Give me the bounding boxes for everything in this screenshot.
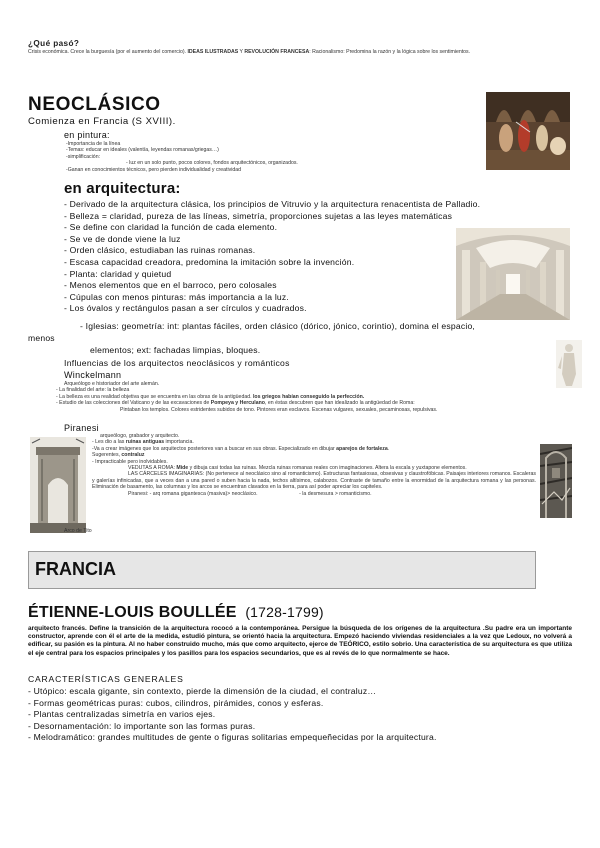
- iglesias-line2: elementos; ext: fachadas limpias, bloques.: [90, 345, 261, 355]
- boullee-years: (1728-1799): [245, 604, 324, 620]
- pintura-heading: en pintura:: [64, 130, 110, 140]
- list-item: - La belleza es una realidad objetiva que se encuentra en las obras de la antigüedad. los griegos habían conseguido la perfección.: [56, 393, 365, 400]
- list-item: Pintaban los templos. Colores estridentes subidos de tono. Pintores eran esclavos. Escenas vulgares, sexuales, pecaminosas, repulsivas.: [120, 406, 438, 413]
- arch-caption: Arco de Tito: [64, 528, 92, 534]
- boullee-name: ÉTIENNE-LOUIS BOULLÉE: [28, 604, 237, 621]
- neoclasico-title: NEOCLÁSICO: [28, 94, 161, 115]
- boullee-heading: [28, 604, 324, 622]
- piranesi-heading: Piranesi: [64, 423, 99, 433]
- iglesias-line: - Iglesias: geometría: int: plantas fáciles, orden clásico (dórico, jónico, corintio), domina el espacio,: [80, 321, 476, 331]
- list-item: - Derivado de la arquitectura clásica, los principios de Vitruvio y la arquitectura renacentista de Palladio.: [64, 199, 481, 209]
- list-item: - Impracticable pero inolvidables.: [92, 458, 168, 465]
- list-item: -Ganan en conocimientos técnicos, pero pierden individualidad y creatividad: [66, 166, 242, 173]
- list-item: - Se ve de donde viene la luz: [64, 233, 181, 244]
- list-item: arqueólogo, grabador y arquitecto.: [100, 433, 180, 439]
- list-item: - Les dio a las ruinas antiguas importancia.: [92, 439, 194, 446]
- list-item: - luz en un solo punto, pocos colores, fondos arquitectónicos, organizados.: [126, 160, 298, 167]
- list-item: - Planta: claridad y quietud: [64, 268, 172, 279]
- francia-section-header: [28, 551, 536, 589]
- list-item: Piranesi: - arq romana gigantesca (masiva)> neoclásico. - la desmesura > romanticismo.: [128, 490, 372, 497]
- neoclasico-subtitle: Comienza en Francia (S XVIII).: [28, 116, 176, 127]
- prison-image: [540, 444, 572, 518]
- intro-section: [28, 39, 568, 55]
- winckelmann-heading: Winckelmann: [64, 370, 122, 380]
- list-item: - Los óvalos y rectángulos pasan a ser círculos y cuadrados.: [64, 303, 307, 314]
- imaginary-prison-icon: [540, 444, 572, 518]
- intro-heading: ¿Qué pasó?: [28, 39, 80, 48]
- list-item: VEDUTAS A ROMA: Mide y dibuja casi todas las ruinas. Mezcla ruinas romanas reales con imaginaciones. Altera la escala y yuxtapone elementos.: [128, 465, 467, 472]
- iglesias-menos: menos: [28, 333, 55, 343]
- gallery-image: [456, 228, 570, 320]
- list-item: - Escasa capacidad creadora, predomina la imitación sobre la invención.: [64, 256, 355, 267]
- list-item: - Belleza = claridad, pureza de las líneas, simetría, proporciones sujetas a las leyes matemáticas: [64, 210, 453, 221]
- list-item: - Desornamentación: lo importante son las formas puras.: [28, 720, 256, 731]
- piranesi-list: [92, 433, 536, 497]
- winckelmann-list: [56, 381, 568, 413]
- arch-image: [30, 437, 86, 533]
- list-item: -Importancia de la línea: [66, 141, 121, 147]
- list-item: -Temas: educar en ideales (valentía, leyendas romanas/griegas…): [66, 147, 219, 154]
- list-item: LAS CÁRCELES IMAGINARIAS: (No pertenece al neoclásico sino al romanticismo). Estructuras fantasiosas, obsesivas y claustrofóbicas. Paisajes interiores romanos. Escaleras y galerías infinicadas, que a veces dan a una pared o suben hacia la nada, techos altísimos, calabozos. Contraste de tamaño entre la enormidad de la arquitectura romana y las personas. Eliminación de basamento, las columnas y los arcos se encuentran clavados en la tierra, para así poder apreciar los capiteles.: [92, 471, 536, 491]
- list-item: Sugerentes, contraluz: [92, 452, 145, 459]
- list-item: - Utópico: escala gigante, sin contexto, pierde la dimensión de la ciudad, el contraluz…: [28, 686, 377, 696]
- list-item: - Orden clásico, estudiaban las ruinas romanas.: [64, 245, 256, 256]
- gallery-interior-icon: [456, 228, 570, 320]
- list-item: - Melodramático: grandes multitudes de gente o figuras solitarias empequeñecidas por la arquitectura.: [28, 732, 437, 743]
- boullee-bio: arquitecto francés. Define la transición de la arquitectura rococó a la contemporánea. Persigue la búsqueda de los orígenes de la arquitectura .Su padre era un importante constructor, aprende con él el arte de la medida, estudió pintura, se orientó hacia la arquitectura. Empezó haciendo viviendas residenciales a la vez que Ledoux, no volverá a edificar, su pasión es la pintura. Al no haber construido mucho, más que como arquitecto, ejerce de TEÓRICO, estilo sobrio. Una característica de su arquitectura es que utiliza el eje central para los espacios principales y los pasillos para los espacios secundarios, que es al revés de lo que normalmente se hace.: [28, 625, 572, 657]
- list-item: Arqueólogo e historiador del arte alemán.: [64, 381, 160, 387]
- painting-image: [486, 92, 570, 170]
- list-item: - Estudio de las colecciones del Vaticano y de las excavaciones de Pompeya y Herculano, en éstas descubren que han idealizado la antigüedad de Roma:: [56, 400, 415, 407]
- list-item: - Se define con claridad la función de cada elemento.: [64, 222, 278, 233]
- arch-of-titus-icon: [30, 437, 86, 533]
- list-item: - Menos elementos que en el barroco, pero colosales: [64, 280, 277, 291]
- list-item: -Va a crear imágenes que los arquitectos posteriores van a buscar en sus obras. Especializado en dibujar aparejos de fortaleza.: [92, 445, 390, 452]
- intro-text: Crisis económica. Crece la burguesía (por el aumento del comercio). IDEAS ILUSTRADAS Y REVOLUCIÓN FRANCESA: Racionalismo: Predomina la razón y la lógica sobre los sentimientos.: [28, 49, 471, 55]
- list-item: - Formas geométricas puras: cubos, cilindros, pirámides, conos y esferas.: [28, 697, 324, 708]
- list-item: - Cúpulas con menos pinturas: más importancia a la luz.: [64, 291, 289, 302]
- arquitectura-heading: en arquitectura:: [64, 180, 181, 197]
- list-item: -simplificación:: [66, 153, 101, 160]
- pintura-list: [66, 141, 446, 173]
- francia-title: FRANCIA: [35, 559, 116, 579]
- oath-of-horatii-icon: [486, 92, 570, 170]
- caracteristicas-heading: CARACTERÍSTICAS GENERALES: [28, 674, 184, 684]
- caracteristicas-list: [28, 686, 568, 744]
- influencias-heading: Influencias de los arquitectos neoclásicos y románticos: [64, 358, 290, 368]
- list-item: - La finalidad del arte: la belleza: [56, 387, 130, 394]
- list-item: - Plantas centralizadas simetría en varios ejes.: [28, 709, 216, 720]
